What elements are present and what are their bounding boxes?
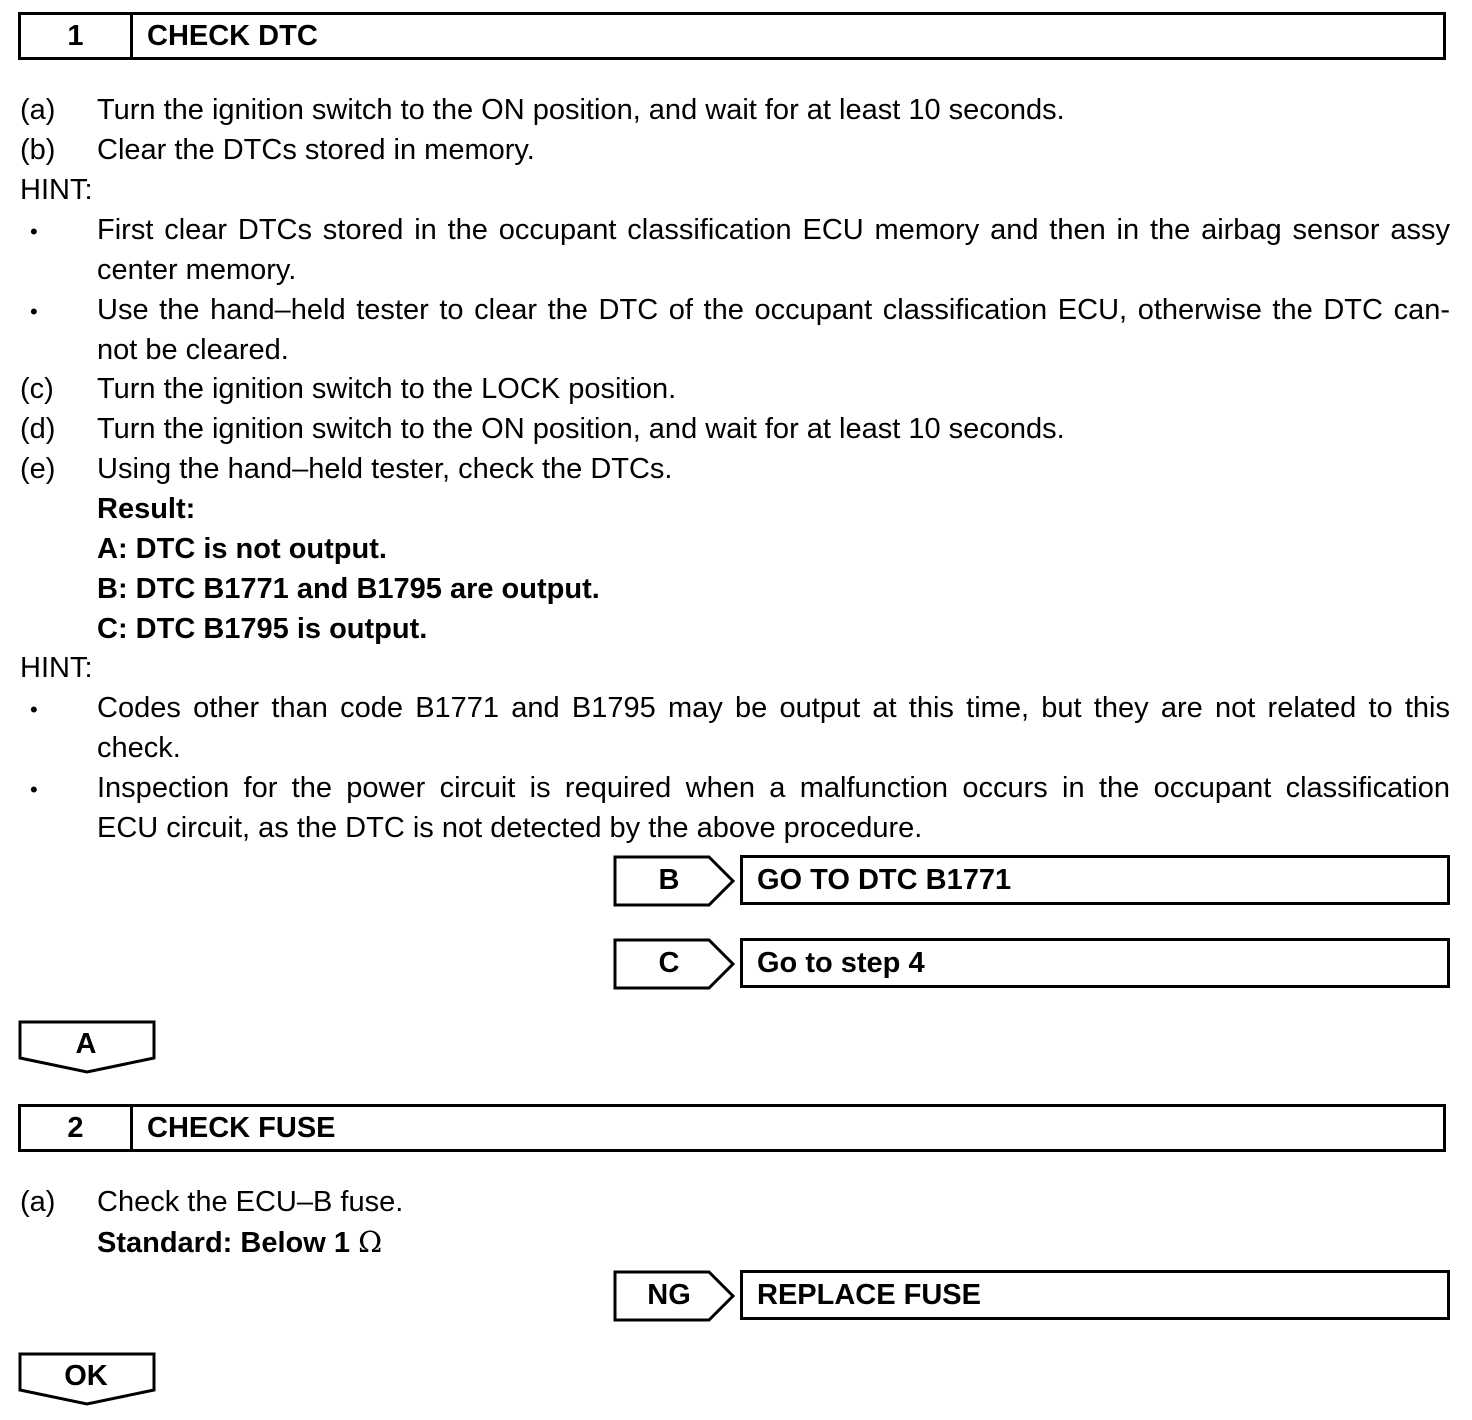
hint-label: HINT: — [20, 652, 93, 684]
continue-a-arrow: A — [18, 1020, 156, 1072]
step-title: CHECK DTC — [147, 20, 318, 52]
result-c: C: DTC B1795 is output. — [97, 613, 428, 645]
bullet-icon: • — [30, 697, 38, 722]
result-title: Result: — [97, 493, 196, 525]
bullet-icon: • — [30, 299, 38, 324]
branch-c-label: C — [613, 938, 737, 990]
step-number: 1 — [21, 15, 133, 57]
bullet-icon: • — [30, 777, 38, 802]
bullet-icon: • — [30, 219, 38, 244]
result-a: A: DTC is not output. — [97, 533, 387, 565]
step-1-header — [18, 12, 1446, 60]
standard-value: Standard: Below 1 Ω — [97, 1225, 383, 1259]
step-2-header — [18, 1104, 1446, 1152]
branch-b-action: GO TO DTC B1771 — [740, 855, 1450, 905]
branch-b-label: B — [613, 855, 737, 907]
continue-ok-arrow: OK — [18, 1352, 156, 1404]
branch-c-action: Go to step 4 — [740, 938, 1450, 988]
hint-label: HINT: — [20, 174, 93, 206]
step-title: CHECK FUSE — [147, 1112, 336, 1144]
ohm-unit: Ω — [358, 1225, 383, 1259]
branch-ng-label: NG — [613, 1270, 737, 1322]
branch-ng-action: REPLACE FUSE — [740, 1270, 1450, 1320]
result-b: B: DTC B1771 and B1795 are output. — [97, 573, 600, 605]
step-number: 2 — [21, 1107, 133, 1149]
